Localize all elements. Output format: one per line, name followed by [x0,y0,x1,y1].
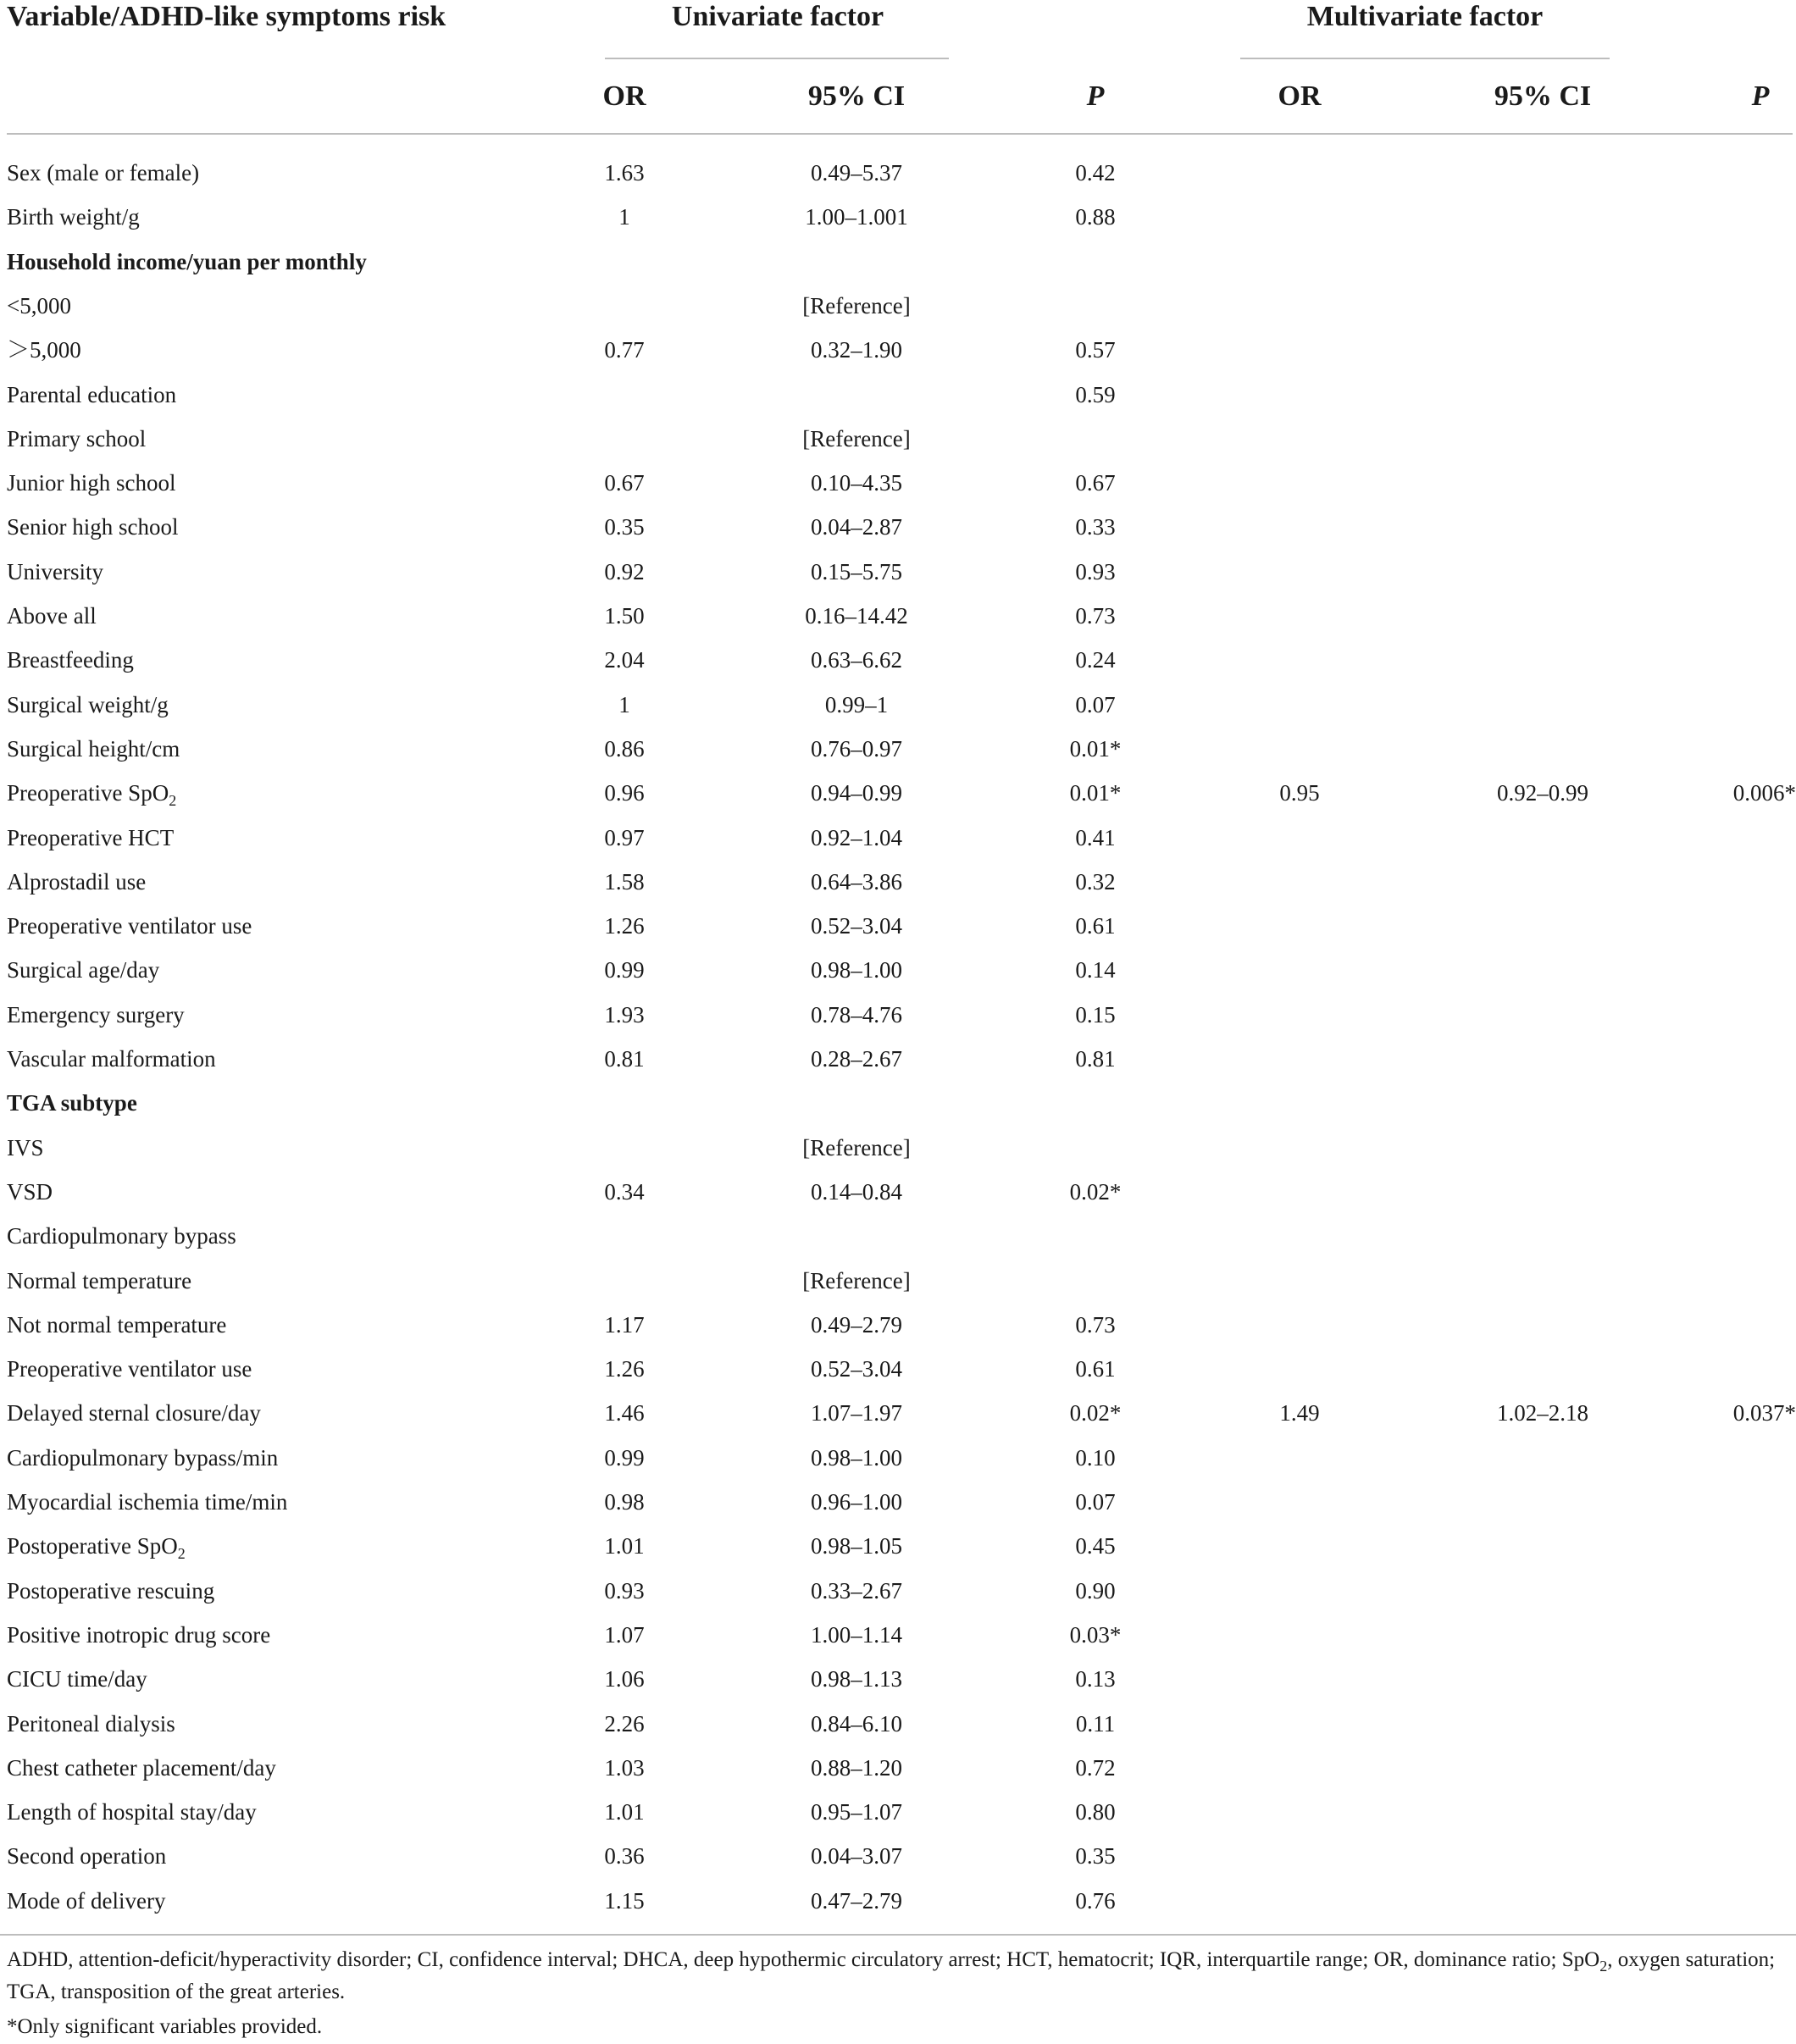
table-row [0,904,1796,948]
univariate-or-cell: 1.15 [604,1887,645,1914]
univariate-ci-cell: [Reference] [802,425,911,451]
univariate-ci-cell: 0.16–14.42 [805,603,908,629]
univariate-ci-cell: [Reference] [802,1134,911,1160]
univariate-ci-cell: 0.63–6.62 [811,647,902,673]
row-label-subscript: 2 [169,792,177,810]
row-label-text: Mode of delivery [7,1887,166,1914]
univariate-or-cell: 0.77 [604,337,645,363]
row-label [7,1834,166,1878]
univariate-or-cell: 1.58 [604,868,645,895]
header-variable: Variable/ADHD-like symptoms risk [7,1,446,32]
row-label-text: Peritoneal dialysis [7,1710,175,1737]
row-label [7,1879,165,1923]
table-row [0,1569,1796,1613]
table-row [0,1037,1796,1081]
table-row [0,240,1796,284]
header-multivariate-or: OR [1278,80,1322,112]
row-label-text: Household income/yuan per monthly [7,248,367,274]
table-row [0,1613,1796,1657]
row-label-text: Delayed sternal closure/day [7,1400,261,1426]
univariate-ci-cell: 0.04–2.87 [811,514,902,540]
univariate-p-cell: 0.57 [1075,337,1116,363]
row-label [7,1214,236,1258]
univariate-ci-cell: 1.07–1.97 [811,1400,902,1426]
univariate-or-cell: 1.01 [604,1533,645,1559]
univariate-or-cell: 1.01 [604,1799,645,1825]
footnote-text-1: ADHD, attention-deficit/hyperactivity disorder; CI, confidence interval; DHCA, deep hypothermic circulatory arrest; HCT, hematocrit; IQR, interquartile range; OR, dominance ratio; SpO [7,1948,1600,1971]
row-label [7,1613,270,1657]
row-label [7,1480,287,1524]
row-label-text: Surgical age/day [7,957,160,983]
univariate-p-cell: 0.73 [1075,603,1116,629]
table-row [0,1081,1796,1125]
table-row [0,1702,1796,1746]
univariate-p-cell: 0.01* [1069,780,1122,806]
univariate-p-cell: 0.35 [1075,1843,1116,1870]
univariate-or-cell: 1.17 [604,1311,645,1338]
univariate-or-cell: 1.06 [604,1666,645,1692]
row-label [7,1170,53,1214]
univariate-ci-cell: 0.52–3.04 [811,1356,902,1382]
univariate-ci-cell: 0.14–0.84 [811,1178,902,1205]
table-row [0,1259,1796,1303]
row-label-text: Emergency surgery [7,1001,185,1028]
row-label-text: Breastfeeding [7,647,134,673]
univariate-p-cell: 0.24 [1075,647,1116,673]
univariate-or-cell: 0.99 [604,957,645,983]
univariate-or-cell: 1 [618,691,630,717]
row-label-text: Normal temperature [7,1267,192,1293]
row-label [7,240,367,284]
univariate-p-cell: 0.42 [1075,160,1116,186]
univariate-or-cell: 0.97 [604,824,645,850]
row-label [7,1081,137,1125]
table-row [0,1657,1796,1701]
univariate-ci-cell: 0.49–5.37 [811,160,902,186]
row-label-text: VSD [7,1178,53,1205]
row-label [7,461,176,505]
row-label-text: Preoperative SpO [7,780,169,806]
univariate-p-cell: 0.33 [1075,514,1116,540]
row-label-text: Preoperative ventilator use [7,1356,252,1382]
row-label [7,594,97,638]
univariate-p-cell: 0.14 [1075,957,1116,983]
row-label [7,1524,186,1568]
row-label-text: Above all [7,603,97,629]
row-label [7,1746,276,1790]
row-label-text: Vascular malformation [7,1046,216,1072]
row-label-text: Cardiopulmonary bypass [7,1223,236,1249]
univariate-ci-cell: 0.47–2.79 [811,1887,902,1914]
table-row [0,461,1796,505]
univariate-p-cell: 0.02* [1069,1178,1122,1205]
row-label-text: Sex (male or female) [7,160,200,186]
univariate-ci-cell: 0.92–1.04 [811,824,902,850]
univariate-p-cell: 0.10 [1075,1444,1116,1471]
row-label [7,1391,261,1435]
header-multivariate: Multivariate factor [1306,1,1544,32]
row-label [7,1347,252,1391]
row-label-text: Preoperative HCT [7,824,175,850]
univariate-p-cell: 0.07 [1075,1489,1116,1515]
univariate-p-cell: 0.01* [1069,735,1122,762]
row-label [7,417,146,461]
row-label-text: Not normal temperature [7,1311,227,1338]
table-row [0,505,1796,549]
row-label [7,284,71,328]
row-label [7,1790,257,1834]
table-row [0,1391,1796,1435]
univariate-or-cell: 1.50 [604,603,645,629]
header-univariate-p: P [1086,80,1105,112]
row-label-text: IVS [7,1134,44,1160]
row-label [7,1037,216,1081]
row-label [7,860,146,904]
univariate-or-cell: 0.67 [604,470,645,496]
univariate-ci-cell: 0.32–1.90 [811,337,902,363]
header-multivariate-p: P [1751,80,1770,112]
footnote-sub: 2 [1599,1958,1608,1975]
row-label-text: Senior high school [7,514,179,540]
univariate-ci-cell: 0.99–1 [824,691,889,717]
univariate-ci-cell: 0.04–3.07 [811,1843,902,1870]
univariate-or-cell: 0.81 [604,1046,645,1072]
univariate-p-cell: 0.45 [1075,1533,1116,1559]
row-label [7,948,159,992]
row-label [7,727,180,771]
row-label-text: Parental education [7,381,177,407]
univariate-or-cell: 0.35 [604,514,645,540]
table-row [0,1790,1796,1834]
univariate-ci-cell: 0.98–1.13 [811,1666,902,1692]
univariate-p-cell: 0.59 [1075,381,1116,407]
univariate-p-cell: 0.80 [1075,1799,1116,1825]
table-row [0,1303,1796,1347]
univariate-p-cell: 0.03* [1069,1621,1122,1648]
multivariate-ci-cell: 1.02–2.18 [1497,1400,1588,1426]
row-label [7,151,199,195]
table-row [0,1347,1796,1391]
univariate-ci-cell: 1.00–1.001 [805,204,908,230]
row-label [7,505,179,549]
row-label [7,683,169,727]
table-row [0,550,1796,594]
row-label-text: <5,000 [7,292,71,319]
row-label [7,993,185,1037]
univariate-or-cell: 1.93 [604,1001,645,1028]
footnote-text-2: , oxygen saturation; TGA, transposition of the great arteries. [7,1948,1776,2003]
univariate-p-cell: 0.81 [1075,1046,1116,1072]
univariate-ci-cell: 0.15–5.75 [811,558,902,584]
row-label-text: Second operation [7,1843,167,1870]
row-label [7,638,134,682]
table-row [0,816,1796,860]
table-row [0,1879,1796,1923]
row-label-text: Length of hospital stay/day [7,1799,257,1825]
univariate-ci-cell: 0.94–0.99 [811,780,902,806]
multivariate-underline [1240,58,1610,59]
univariate-or-cell: 1.46 [604,1400,645,1426]
row-label-text: ＞5,000 [7,337,81,363]
univariate-or-cell: 0.34 [604,1178,645,1205]
row-label [7,1569,214,1613]
row-label [7,373,176,417]
table-row [0,1480,1796,1524]
row-label-text: Postoperative rescuing [7,1577,215,1604]
univariate-p-cell: 0.61 [1075,1356,1116,1382]
univariate-or-cell: 1.07 [604,1621,645,1648]
univariate-p-cell: 0.02* [1069,1400,1122,1426]
univariate-or-cell: 0.86 [604,735,645,762]
row-label-subscript: 2 [177,1545,186,1563]
univariate-p-cell: 0.73 [1075,1311,1116,1338]
row-label-text: Myocardial ischemia time/min [7,1489,288,1515]
row-label [7,195,140,239]
univariate-or-cell: 1.26 [604,1356,645,1382]
univariate-ci-cell: 1.00–1.14 [811,1621,902,1648]
multivariate-or-cell: 1.49 [1279,1400,1320,1426]
univariate-ci-cell: 0.98–1.00 [811,1444,902,1471]
univariate-underline [605,58,949,59]
univariate-ci-cell: 0.64–3.86 [811,868,902,895]
univariate-p-cell: 0.93 [1075,558,1116,584]
table-row [0,1126,1796,1170]
univariate-or-cell: 1 [618,204,630,230]
table-row [0,373,1796,417]
table-row [0,594,1796,638]
univariate-or-cell: 1.26 [604,913,645,939]
univariate-or-cell: 0.99 [604,1444,645,1471]
footnote-abbreviations [7,1944,1789,2008]
row-label [7,328,81,372]
table-row [0,1524,1796,1568]
univariate-ci-cell: 0.28–2.67 [811,1046,902,1072]
univariate-ci-cell: 0.95–1.07 [811,1799,902,1825]
multivariate-p-cell: 0.037* [1732,1400,1796,1426]
univariate-p-cell: 0.32 [1075,868,1116,895]
table-bottom-rule [0,1934,1796,1936]
table-row [0,1834,1796,1878]
univariate-or-cell: 0.92 [604,558,645,584]
header-univariate-ci: 95% CI [807,80,906,112]
header-univariate: Univariate factor [671,1,884,32]
multivariate-p-cell: 0.006* [1732,780,1796,806]
univariate-p-cell: 0.11 [1075,1710,1116,1737]
univariate-or-cell: 0.98 [604,1489,645,1515]
univariate-p-cell: 0.41 [1075,824,1116,850]
table-row [0,1436,1796,1480]
row-label-text: Surgical weight/g [7,691,169,717]
univariate-ci-cell: 0.10–4.35 [811,470,902,496]
row-label-text: Positive inotropic drug score [7,1621,271,1648]
univariate-or-cell: 0.93 [604,1577,645,1604]
univariate-or-cell: 2.26 [604,1710,645,1737]
univariate-ci-cell: 0.76–0.97 [811,735,902,762]
univariate-or-cell: 0.96 [604,780,645,806]
row-label [7,1657,147,1701]
row-label [7,816,174,860]
table-row [0,284,1796,328]
table-row [0,1214,1796,1258]
univariate-ci-cell: 0.49–2.79 [811,1311,902,1338]
univariate-or-cell: 1.63 [604,160,645,186]
univariate-p-cell: 0.61 [1075,913,1116,939]
univariate-or-cell: 1.03 [604,1754,645,1781]
row-label [7,904,252,948]
table-row [0,860,1796,904]
univariate-ci-cell: 0.88–1.20 [811,1754,902,1781]
table-row [0,151,1796,195]
row-label-text: Cardiopulmonary bypass/min [7,1444,279,1471]
univariate-or-cell: 0.36 [604,1843,645,1870]
univariate-ci-cell: 0.84–6.10 [811,1710,902,1737]
row-label-text: Birth weight/g [7,204,140,230]
multivariate-or-cell: 0.95 [1279,780,1320,806]
univariate-ci-cell: 0.33–2.67 [811,1577,902,1604]
univariate-ci-cell: 0.78–4.76 [811,1001,902,1028]
univariate-ci-cell: [Reference] [802,292,911,319]
row-label-text: Preoperative ventilator use [7,913,252,939]
univariate-p-cell: 0.90 [1075,1577,1116,1604]
header-univariate-or: OR [602,80,646,112]
row-label [7,1259,191,1303]
row-label [7,1702,175,1746]
table-row [0,195,1796,239]
row-label-text: Alprostadil use [7,868,147,895]
row-label-text: Chest catheter placement/day [7,1754,276,1781]
footnote-significance: *Only significant variables provided. [7,2015,323,2038]
univariate-ci-cell: 0.98–1.00 [811,957,902,983]
multivariate-ci-cell: 0.92–0.99 [1497,780,1588,806]
table-row [0,417,1796,461]
univariate-p-cell: 0.76 [1075,1887,1116,1914]
table-row [0,638,1796,682]
table-row [0,727,1796,771]
row-label [7,550,103,594]
univariate-ci-cell: 0.98–1.05 [811,1533,902,1559]
table-row [0,683,1796,727]
row-label-text: Junior high school [7,470,176,496]
univariate-p-cell: 0.67 [1075,470,1116,496]
table-row [0,1170,1796,1214]
univariate-p-cell: 0.72 [1075,1754,1116,1781]
header-bottom-rule [7,133,1793,135]
univariate-ci-cell: 0.52–3.04 [811,913,902,939]
row-label-text: Postoperative SpO [7,1533,178,1559]
table-row [0,771,1796,815]
table-row [0,1746,1796,1790]
row-label-text: TGA subtype [7,1090,137,1116]
table-row [0,948,1796,992]
univariate-p-cell: 0.13 [1075,1666,1116,1692]
table-row [0,328,1796,372]
univariate-p-cell: 0.15 [1075,1001,1116,1028]
row-label-text: CICU time/day [7,1666,147,1692]
univariate-or-cell: 2.04 [604,647,645,673]
row-label-text: Primary school [7,425,147,451]
row-label [7,1126,44,1170]
univariate-ci-cell: [Reference] [802,1267,911,1293]
header-multivariate-ci: 95% CI [1494,80,1592,112]
univariate-ci-cell: 0.96–1.00 [811,1489,902,1515]
row-label [7,771,176,815]
row-label [7,1303,226,1347]
univariate-p-cell: 0.07 [1075,691,1116,717]
table-row [0,993,1796,1037]
row-label [7,1436,278,1480]
row-label-text: Surgical height/cm [7,735,180,762]
univariate-p-cell: 0.88 [1075,204,1116,230]
row-label-text: University [7,558,103,584]
